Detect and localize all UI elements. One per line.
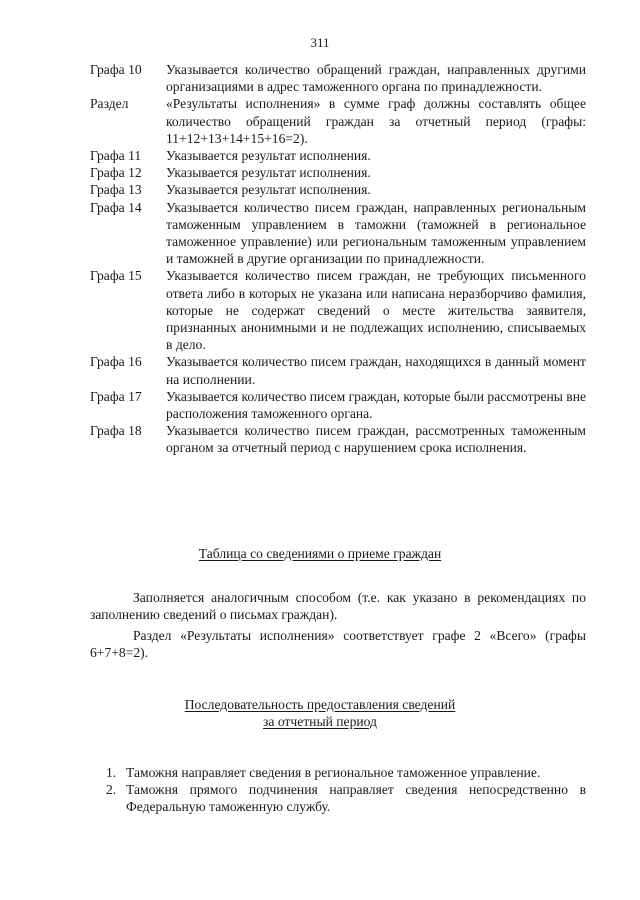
definition-term: Графа 14 <box>90 199 142 215</box>
definition-term: Графа 17 <box>90 388 142 404</box>
definition-text: Указывается результат исполнения. <box>166 182 371 198</box>
definition-row <box>90 95 586 147</box>
definition-term: Раздел <box>90 96 129 112</box>
definition-term: Графа 10 <box>90 62 142 77</box>
definition-text: Указывается количество писем граждан, которые были рассмотрены вне расположения таможенного органа. <box>166 388 586 422</box>
definition-row <box>90 61 586 95</box>
column-definitions-list <box>90 61 586 457</box>
definition-row <box>90 353 586 387</box>
list-item <box>106 764 586 781</box>
definition-row <box>90 422 586 456</box>
reception-paragraph: Раздел «Результаты исполнения» соответствует графе 2 «Всего» (графы 6+7+8=2). <box>90 628 586 661</box>
sequence-section-heading: Последовательность предоставления сведений <box>184 697 456 712</box>
definition-term: Графа 12 <box>90 165 142 181</box>
list-item-number: 1. <box>106 765 117 780</box>
list-item-number: 2. <box>106 782 117 798</box>
definition-row <box>90 147 586 164</box>
definition-text: Указывается количество писем граждан, направленных региональным таможенным управлением в таможни (таможней в региональное таможенное управление) или региональным таможенным управлением и таможней в другие организации по принадлежности. <box>166 199 586 267</box>
definition-term: Графа 15 <box>90 268 142 284</box>
definition-text: Указывается количество писем граждан, находящихся в данный момент на исполнении. <box>166 354 586 387</box>
definition-text: Указывается результат исполнения. <box>166 165 371 181</box>
definition-term: Графа 16 <box>90 354 142 370</box>
definition-row <box>90 181 586 198</box>
sequence-section-heading: за отчетный период <box>263 714 377 729</box>
definition-row <box>90 388 586 422</box>
definition-term: Графа 13 <box>90 182 142 198</box>
definition-row <box>90 199 586 268</box>
definition-text: Указывается результат исполнения. <box>166 148 371 164</box>
reception-paragraph: Заполняется аналогичным способом (т.е. как указано в рекомендациях по заполнению сведений о письмах граждан). <box>90 590 586 623</box>
definition-row <box>90 164 586 181</box>
definition-text: Указывается количество писем граждан, не требующих письменного ответа либо в которых не указана или написана неразборчиво фамилия, которые не содержат сведений о месте жительства заявителя, признанных анонимными и не подлежащих исполнению, списываемых в дело. <box>166 268 586 353</box>
definition-row <box>90 267 586 353</box>
page-number: 311 <box>310 35 330 50</box>
definition-text: Указывается количество обращений граждан, направленных другими организациями в адрес таможенного органа по принадлежности. <box>166 62 586 95</box>
reception-section-heading: Таблица со сведениями о приеме граждан <box>198 546 442 561</box>
definition-text: «Результаты исполнения» в сумме граф должны составлять общее количество обращений граждан за отчетный период (графы: 11+12+13+14+15+16=2). <box>166 96 586 146</box>
definition-term: Графа 11 <box>90 148 142 164</box>
definition-text: Указывается количество писем граждан, рассмотренных таможенным органом за отчетный период с нарушением срока исполнения. <box>166 423 586 456</box>
list-item-text: Таможня прямого подчинения направляет сведения непосредственно в Федеральную таможенную службу. <box>126 782 586 815</box>
list-item <box>106 781 586 815</box>
sequence-list <box>106 764 586 816</box>
definition-term: Графа 18 <box>90 423 142 439</box>
list-item-text: Таможня направляет сведения в региональное таможенное управление. <box>126 765 541 780</box>
